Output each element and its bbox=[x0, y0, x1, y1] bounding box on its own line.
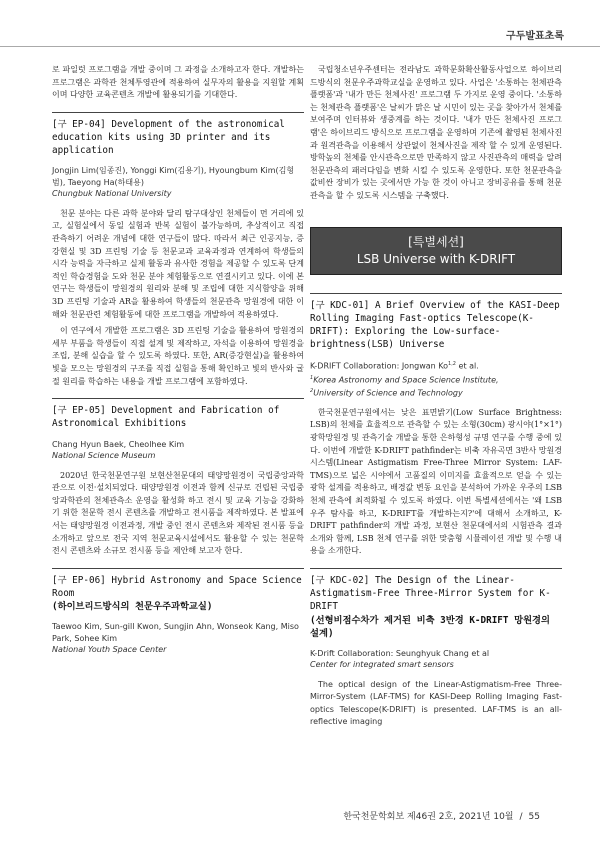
ep05-authors: Chang Hyun Baek, Cheolhee Kim bbox=[52, 439, 185, 449]
ep06-authors: Taewoo Kim, Sun-gill Kwon, Sungjin Ahn, Wonseok Kang, Miso Park, Sohee Kim bbox=[52, 622, 299, 643]
kdc01-paragraph: 한국천문연구원에서는 낮은 표면밝기(Low Surface Brightness: LSB)의 천체를 효율적으로 관측할 수 있는 소형(30cm) 광시야(1°×1°) 광학망원경 및 관측기술 개발을 통한 은하형성 규명 연구를 수행 중에 있다. 이번에 개발한 K-DRIFT pathfinder는 비축 자유곡면 3반사 망원경 시스템(Linear Astigmatism Free-Three Mirror System: LAF-TMS)으로 넓은 시야에서 고품질의 이미지를 효율적으로 얻을 수 있는 광학 설계를 적용하고, 배경값 변동 요인을 분석하여 가까운 우주의 LSB 천체 관측에 최적화될 수 있도록 하였다. 이번 특별세션에서는 '왜 LSB 우주 탐사를 하고, K-DRIFT를 개발하는지?'에 대해서 소개하고, K-DRIFT pathfinder의 개발 과정, 보현산 천문대에서의 시험관측 결과 소개와 함께, LSB 천체 연구를 위한 맞춤형 시뮬레이션 개발 및 수행 내용을 소개한다. bbox=[310, 407, 562, 556]
ep05-heading bbox=[52, 398, 304, 430]
section-tag: 구두발표초록 bbox=[506, 31, 564, 42]
kdc01-authors-etal: et al. bbox=[455, 362, 479, 371]
ep04-title: Development of the astronomical education kits using 3D printer and its application bbox=[52, 118, 285, 157]
ep06-title: Hybrid Astronomy and Space Science Room bbox=[52, 574, 302, 599]
left-column bbox=[52, 64, 304, 664]
kdc01-affil2-num: 2 bbox=[310, 387, 314, 394]
kdc02-authors: K-Drift Collaboration: Seunghyuk Chang et al bbox=[310, 648, 490, 658]
kdc01-title: A Brief Overview of the KASI-Deep Rolling Imaging Fast-optics Telescope(K-DRIFT): Exploring the Low-surface-brightness(LSB) Universe bbox=[310, 299, 560, 351]
ep04-authors: Jongjin Lim(임종진), Yonggi Kim(김용기), Hyoungbum Kim(김형범), Taeyong Ha(하태용) bbox=[52, 166, 295, 187]
kdc02-title-korean: (선형비점수차가 제거된 비축 3반경 K-DRIFT 망원경의 설계) bbox=[310, 614, 551, 639]
journal-citation: 한국천문학회보 제46권 2호, 2021년 10월 bbox=[343, 812, 514, 822]
kdc01-heading bbox=[310, 293, 562, 352]
right-column bbox=[310, 64, 562, 729]
kdc01-affil1: Korea Astronomy and Space Science Institute, bbox=[313, 375, 499, 385]
ep06-title-korean: (하이브리드방식의 천문우주과학교실) bbox=[52, 601, 213, 613]
header-divider bbox=[0, 46, 600, 47]
continued-paragraph: 국립청소년우주센터는 전라남도 과학문화확산활동사업으로 하이브리드방식의 천문우주과학교실을 운영하고 있다. 사업은 '소통하는 천체관측 플랫폼'과 '내가 만든 천체사진' 프로그램 두 가지로 운영 중이다. '소통하는 천체관측 플랫폼'은 날씨가 맑은 날 시민이 있는 곳을 찾아가서 천체를 보여주며 인터뷰와 생중계를 하는 것이다. '내가 만든 천체사진 프로그램'은 하이브리드 방식으로 프로그램을 운영하며 기존에 촬영된 천체사진과 원격관측을 이용해서 상관없이 천체사진을 제작 할 수 있게 운영된다. 방학높의 천체를 안시관측으로만 만족하지 않고 사진관측의 매력을 알려 천문관측의 패러다임을 변화 시킬 수 있도록 운영한다. 또한 천문관측을 값비싼 장비가 있는 곳에서만 가능 한 것이 아니고 장비공유를 통해 천문관측을 할 수 있도록 시스템을 구축했다. bbox=[310, 65, 562, 200]
ep04-paragraph-2: 이 연구에서 개발한 프로그램은 3D 프린팅 기술을 활용하여 망원경의 세부 부품을 학생들이 직접 설계 및 제작하고, 자석을 이용하여 망원경을 조립, 분해 실습을 할 수 있도록 하였다. 또한, AR(증강현실)을 활용하여 빛을 모으는 망원경의 구조를 직접 실험을 통해 확인하고 빛의 반사와 굴절 원리를 학습하는 내용을 개발 프로그램에 포함하였다. bbox=[52, 326, 304, 386]
kdc02-paragraph: The optical design of the Linear-Astigmatism-Free Three-Mirror-System (LAF-TMS) for KASI-Deep Rolling Imaging Fast-optics Telescope(K-DRIFT) is presented. LAF-TMS is an all-reflective imaging bbox=[310, 679, 562, 727]
ep04-heading bbox=[52, 112, 304, 158]
kdc02-code: [구 KDC-02] bbox=[310, 574, 370, 586]
page-footer bbox=[343, 809, 540, 822]
ep04-code: [구 EP-04] bbox=[52, 118, 106, 130]
intro-paragraph: 로 파일럿 프로그램을 개발 중이며 그 과정을 소개하고자 한다. 개발하는 프로그램은 과학관 천체투영관에 적용하여 실무자의 활용을 지원할 계획이며 다양한 교육콘텐츠 개발에 활용되기를 기대한다. bbox=[52, 65, 304, 100]
page-number: 55 bbox=[528, 812, 540, 822]
kdc01-authors-main: K-DRIFT Collaboration: Jongwan Ko bbox=[310, 362, 449, 371]
banner-label: [특별세션] bbox=[408, 234, 464, 249]
kdc01-affil2: University of Science and Technology bbox=[313, 388, 463, 398]
ep05-paragraph-1: 2020년 한국천문연구원 보현산천문대의 태양망원경이 국립중앙과학관으로 이전·설치되었다. 태양망원경 이전과 함께 신규로 건립된 국립중앙과학관의 천체관측소 운영을 활성화 하고 전시 및 교육 기능을 강화하기 위한 천문학 전시 콘텐츠를 개발하고 전시품을 제작하였다. 본 발표에서는 태양망원경 이전과정, 개발 중인 전시 콘텐츠와 제작된 전시품 등을 소개하고 앞으로 전국 지역 천문교육시설에서도 활용할 수 있는 천문학 전시 콘텐츠와 소규모 전시품 등을 제안해 보고자 한다. bbox=[52, 470, 304, 556]
kdc01-authors bbox=[310, 359, 562, 372]
banner-title: LSB Universe with K-DRIFT bbox=[356, 251, 516, 266]
ep05-title: Development and Fabrication of Astronomical Exhibitions bbox=[52, 405, 280, 430]
ep04-paragraph-1: 천문 분야는 다른 과학 분야와 달리 탐구대상인 천체들이 먼 거리에 있고, 실험실에서 동일 실험과 반복 실험이 불가능하며, 추상적이고 직접 관측하기 어려운 개념에 대한 연구들이 많다. 따라서 최근 인공지능, 증강현실 및 3D 프린팅 기술 등 천문교과 교육과정과 연계하여 학생들의 시각 능력을 자극하고 실제 활동과 유사한 경험을 제공할 수 있도록 단계적인 학습경험을 도와 천문 분야 체험활동으로 연결시키고 있다. 이에 본 연구는 학생들이 망원경의 원리와 분해 및 조립에 대한 지식함양을 위해 3D 프린팅 기술과 AR을 활용하여 학생들의 천문관측 망원경에 대한 이해와 천문관련 체험활동에 대한 프로그램을 개발하여 적용하였다. bbox=[52, 208, 304, 319]
ep06-code: [구 EP-06] bbox=[52, 574, 106, 586]
ep04-affiliation: Chungbuk National University bbox=[52, 189, 172, 199]
ep06-heading bbox=[52, 568, 304, 614]
kdc01-code: [구 KDC-01] bbox=[310, 299, 370, 311]
kdc02-heading bbox=[310, 568, 562, 640]
kdc02-affiliation: Center for integrated smart sensors bbox=[310, 660, 454, 670]
kdc01-affiliations bbox=[310, 373, 562, 399]
ep06-affiliation: National Youth Space Center bbox=[52, 645, 167, 655]
footer-separator: / bbox=[519, 812, 523, 822]
ep05-code: [구 EP-05] bbox=[52, 405, 106, 417]
special-session-banner bbox=[310, 227, 562, 275]
ep05-affiliation: National Science Museum bbox=[52, 451, 156, 461]
kdc01-affil1-num: 1 bbox=[310, 374, 314, 381]
kdc01-authors-sup: 1,2 bbox=[448, 361, 456, 368]
kdc02-title: The Design of the Linear-Astigmatism-Free Three-Mirror System for K-DRIFT bbox=[310, 574, 551, 613]
